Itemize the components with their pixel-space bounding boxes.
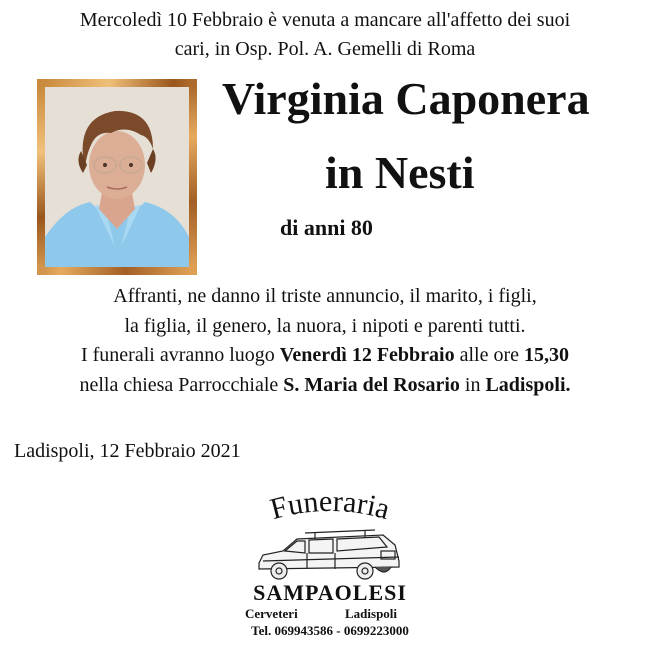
portrait-frame [37,79,197,275]
deceased-married-name: in Nesti [325,147,475,198]
death-notice-intro [0,6,650,64]
deceased-age: di anni 80 [280,215,373,240]
funeral-day: Venerdì 12 Febbraio [279,344,455,366]
city-ladispoli: Ladispoli [345,606,398,621]
place-and-date: Ladispoli, 12 Febbraio 2021 [14,440,241,462]
church-text: nella chiesa Parrocchiale [79,373,284,396]
logo-title [225,485,435,533]
funeral-text: alle ore [454,344,525,366]
intro-line-2: cari, in Osp. Pol. A. Gemelli di Roma [174,38,476,60]
funeral-time: 15,30 [524,344,570,366]
announcement-line-3 [0,341,650,371]
portrait-photo [45,87,189,267]
city-cerveteri: Cerveteri [245,606,298,621]
announcement [0,282,650,400]
funeral-home-name: SAMPAOLESI [253,580,407,605]
funeral-home-phone: Tel. 069943586 - 0699223000 [251,623,409,638]
announcement-line-1: Affranti, ne danno il triste annuncio, il marito, i figli, [113,285,537,307]
hearse-drawing [255,527,405,583]
church-town: Ladispoli. [485,373,571,396]
announcement-line-4 [0,371,650,401]
funeral-text: I funerali avranno luogo [80,344,280,366]
church-text: in [459,373,486,396]
portrait-icon [45,87,189,267]
svg-text:Funeraria: Funeraria [266,485,394,527]
funeral-home-logo [225,485,435,645]
announcement-line-2: la figlia, il genero, la nuora, i nipoti e parenti tutti. [124,314,526,337]
deceased-name: Virginia Caponera [222,73,590,124]
intro-line-1: Mercoledì 10 Febbraio è venuta a mancare all'affetto dei suoi [79,9,571,31]
logo-title-arc [225,485,435,533]
church-name: S. Maria del Rosario [283,373,460,396]
hearse-icon [255,527,405,583]
